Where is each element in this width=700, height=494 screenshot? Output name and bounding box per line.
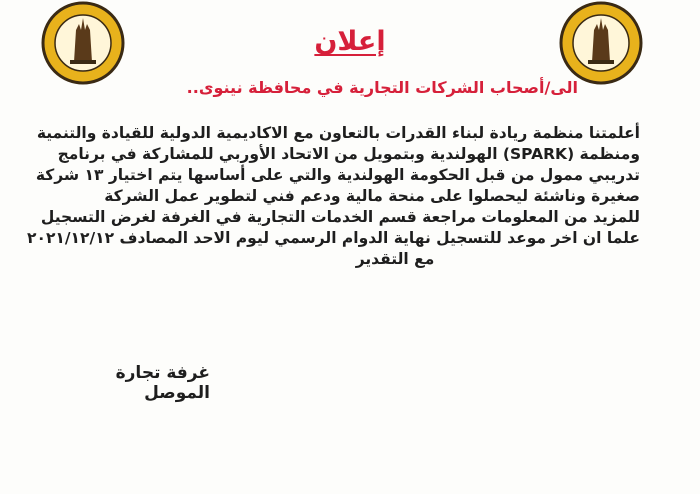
body-line: أعلمتنا منظمة ريادة لبناء القدرات بالتعاون مع الاكاديمية الدولية للقيادة والتنمية (36, 124, 640, 142)
body-line: ومنظمة (SPARK) الهولندية وبتمويل من الاتحاد الأوربي للمشاركة في برنامج (57, 145, 640, 163)
announcement-body (27, 123, 640, 270)
announcement-recipients: الى/أصحاب الشركات التجارية في محافظة نينوى.. (186, 78, 578, 97)
body-line: صغيرة وناشئة ليحصلوا على منحة مالية ودعم فني لتطوير عمل الشركة (104, 187, 640, 205)
closing-regards: مع التقدير (355, 250, 435, 268)
body-line: تدريبي ممول من قبل الحكومة الهولندية والتي على أساسها يتم اختيار ١٣ شركة (35, 166, 640, 184)
body-line: للمزيد من المعلومات مراجعة قسم الخدمات التجارية في الغرفة لغرض التسجيل (40, 208, 640, 226)
announcement-title: إعلان (314, 26, 386, 57)
body-line: علما ان اخر موعد للتسجيل نهاية الدوام الرسمي ليوم الاحد المصادف ٢٠٢١/١٢/١٢ (27, 229, 640, 247)
signature: غرفة تجارة الموصل (115, 363, 210, 403)
